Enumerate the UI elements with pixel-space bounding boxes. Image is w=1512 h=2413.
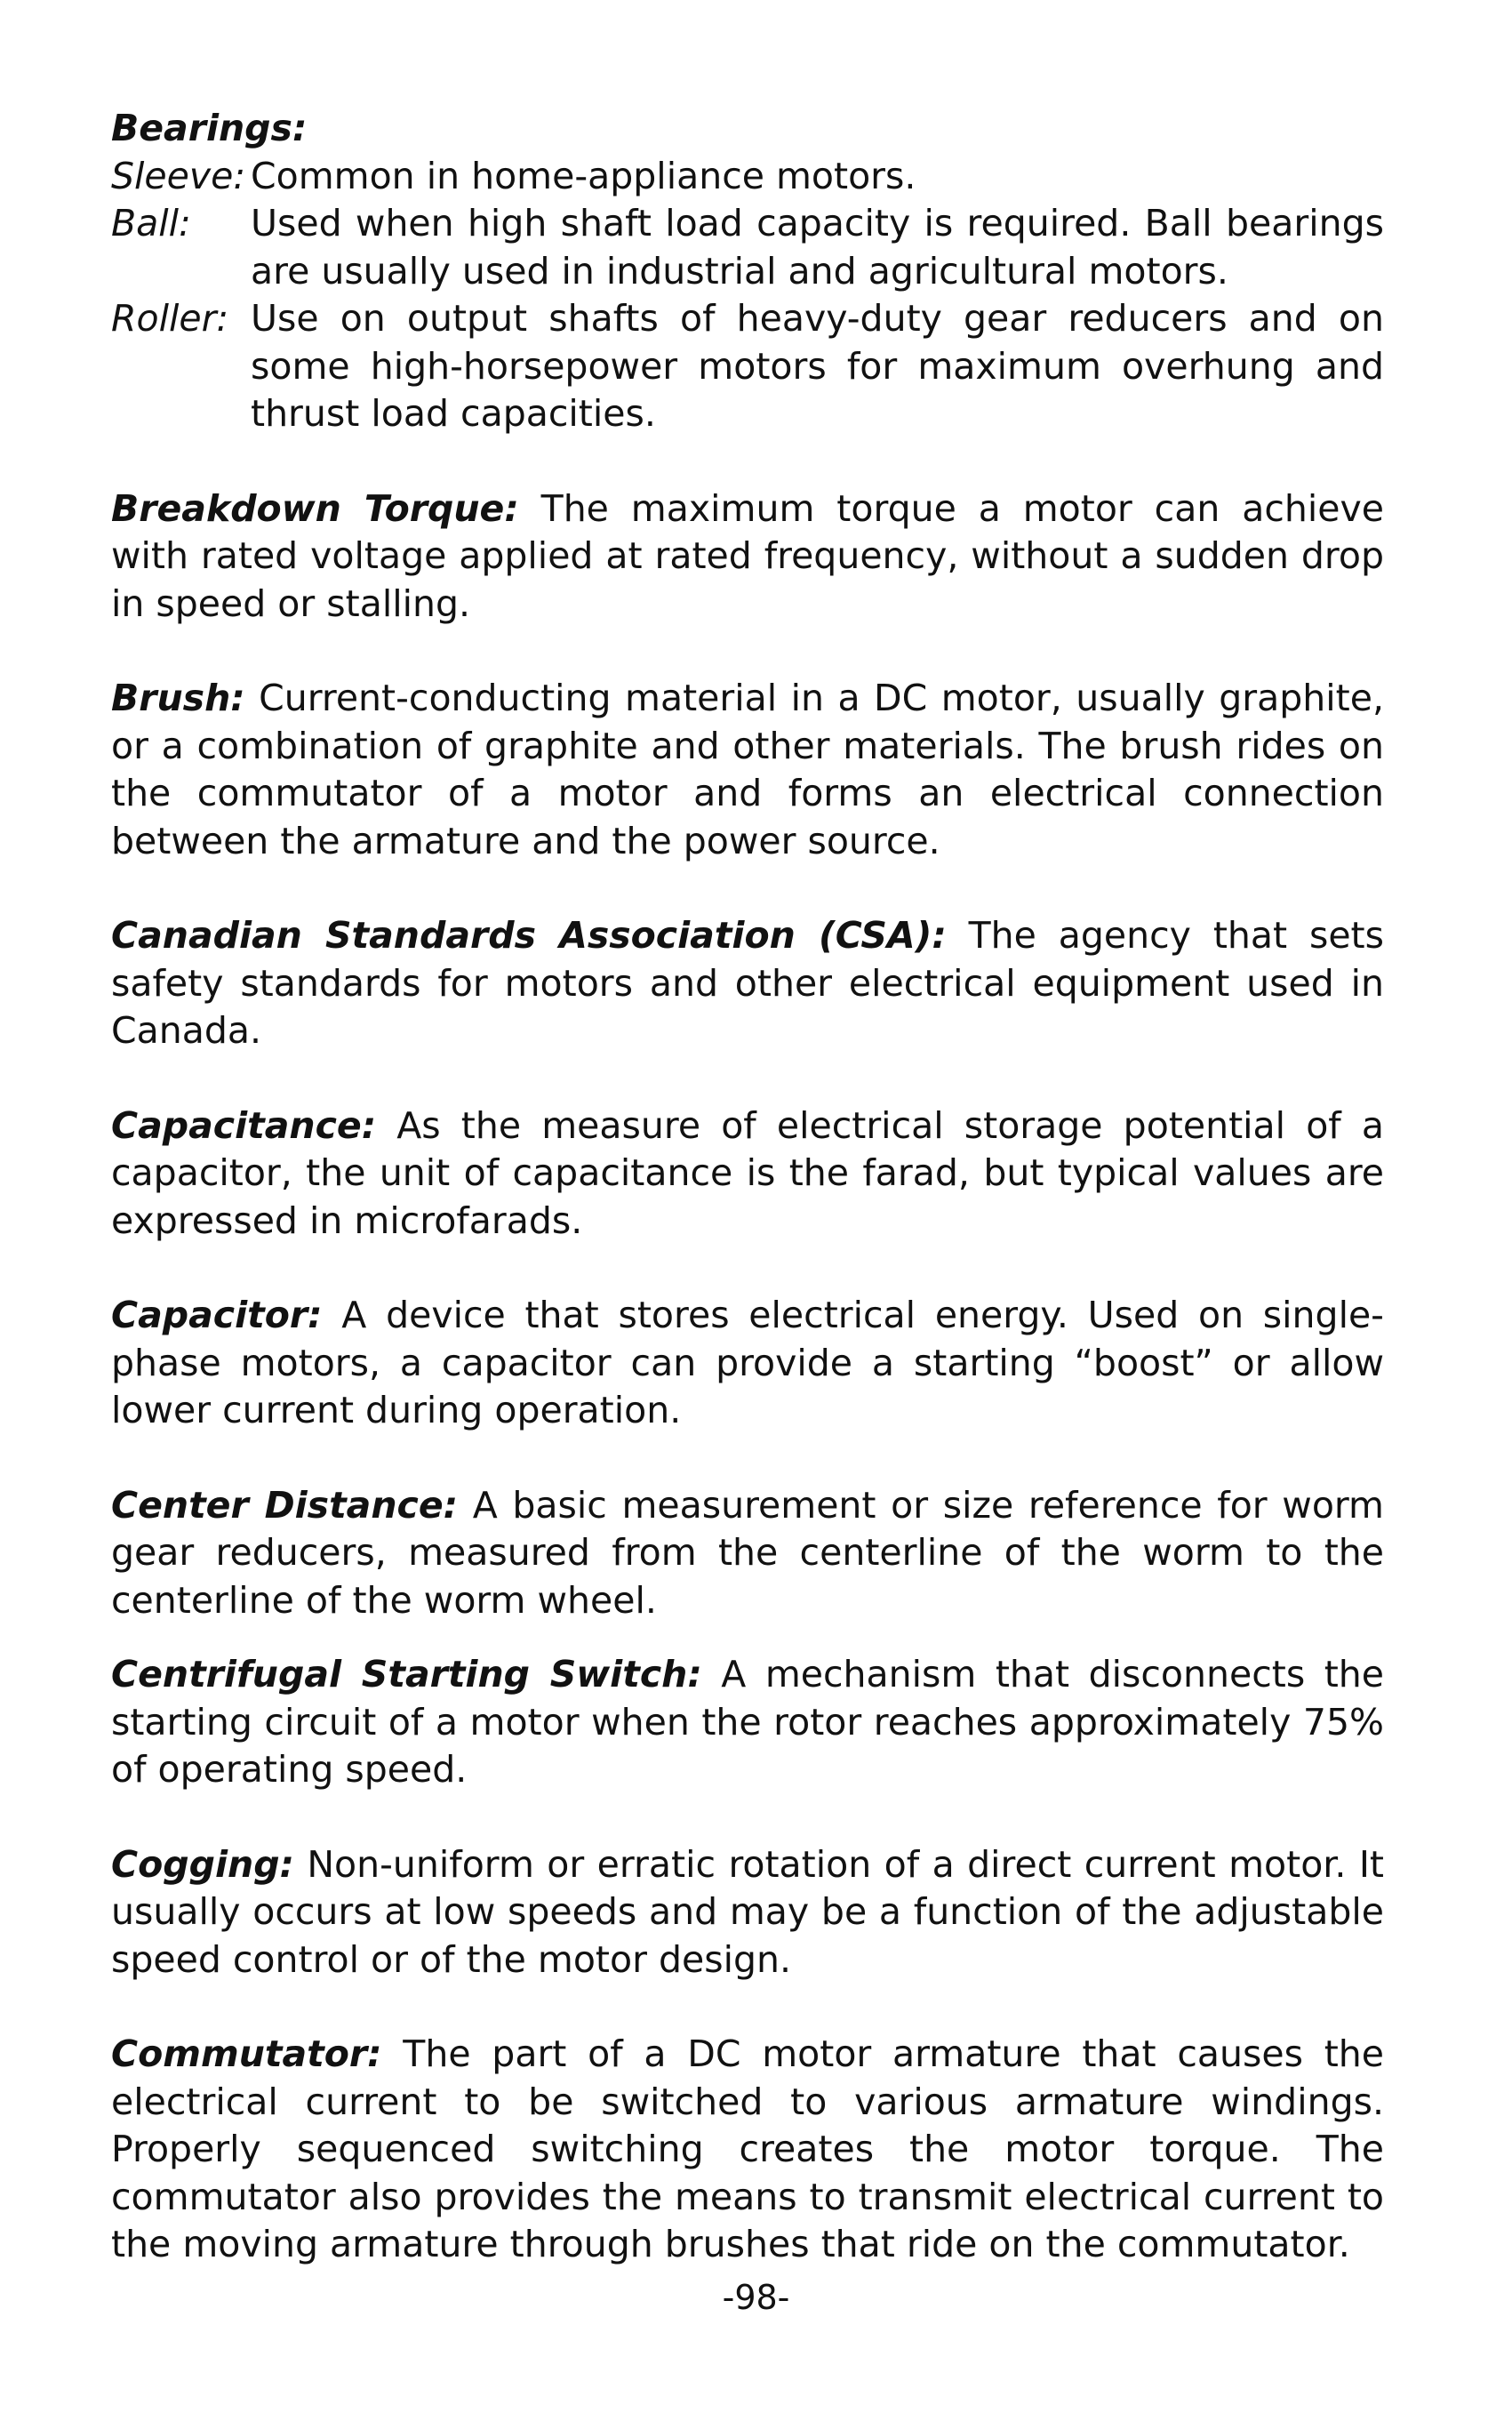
bearing-label: Ball: — [111, 202, 191, 245]
glossary-definition: The maximum torque a motor can achieve with rated voltage applied at rated frequency, without a sudden drop in speed or stalling. — [111, 486, 1384, 625]
glossary-term: Capacitance: — [111, 1103, 377, 1147]
glossary-definition: A basic measurement or size reference for worm gear reducers, measured from the centerline of the worm to the centerline of the worm wheel. — [111, 1483, 1384, 1622]
glossary-entry-capacitance — [111, 1102, 1384, 1246]
glossary-definition: Current-conducting material in a DC motor, usually graphite, or a combination of graphite and other materials. The brush rides on the commutator of a motor and forms an electrical connection between the armature and the power source. — [111, 677, 1384, 862]
glossary-definition: The part of a DC motor armature that causes the electrical current to be switched to various armature windings. Properly sequenced switching creates the motor torque. The commutator also provides the means to transmit electrical current to the moving armature through brushes that ride on the commutator. — [111, 2032, 1384, 2265]
glossary-entry-center-distance — [111, 1482, 1384, 1625]
bearing-description: Use on output shafts of heavy-duty gear reducers and on some high-horsepower motors for maximum overhung and thrust load capacities. — [251, 297, 1384, 435]
glossary-term: Canadian Standards Association (CSA): — [111, 914, 947, 957]
glossary-term: Commutator: — [111, 2032, 382, 2075]
glossary-entry-breakdown-torque — [111, 485, 1384, 629]
glossary-term: Breakdown Torque: — [111, 486, 519, 530]
glossary-definition: A mechanism that disconnects the starting circuit of a motor when the rotor reaches approximately 75% of operating speed. — [111, 1653, 1384, 1791]
bearing-type-roller — [111, 295, 1384, 438]
bearings-section — [111, 105, 1384, 438]
page-number: -98- — [722, 2278, 790, 2317]
glossary-entry-csa — [111, 912, 1384, 1055]
bearing-type-sleeve — [111, 153, 1384, 201]
bearing-description: Common in home-appliance motors. — [251, 154, 916, 197]
glossary-entry-cogging — [111, 1841, 1384, 1984]
bearing-label: Sleeve: — [111, 154, 246, 197]
glossary-term: Capacitor: — [111, 1294, 323, 1336]
glossary-definition: The agency that sets safety standards for motors and other electrical equipment used in Canada. — [111, 914, 1384, 1052]
bearing-label: Roller: — [111, 297, 229, 340]
glossary-term: Center Distance: — [111, 1483, 459, 1527]
glossary-definition: A device that stores electrical energy. Used on single-phase motors, a capacitor can provide a starting “boost” or allow lower current during operation. — [111, 1294, 1384, 1431]
glossary-definition: As the measure of electrical storage potential of a capacitor, the unit of capacitance is the farad, but typical values are expressed in microfarads. — [111, 1103, 1384, 1242]
glossary-entry-brush — [111, 675, 1384, 865]
glossary-term: Cogging: — [111, 1842, 294, 1886]
glossary-definition: Non-uniform or erratic rotation of a direct current motor. It usually occurs at low speeds and may be a function of the adjustable speed control or of the motor design. — [111, 1842, 1384, 1981]
bearing-type-ball — [111, 200, 1384, 295]
bearing-description: Used when high shaft load capacity is required. Ball bearings are usually used in industrial and agricultural motors. — [251, 202, 1384, 293]
glossary-entry-commutator — [111, 2031, 1384, 2269]
glossary-entry-capacitor — [111, 1292, 1384, 1435]
glossary-term: Centrifugal Starting Switch: — [111, 1653, 702, 1696]
glossary-term: Brush: — [111, 677, 245, 719]
glossary-entry-centrifugal-switch — [111, 1651, 1384, 1794]
bearings-heading: Bearings: — [111, 107, 308, 149]
glossary-content — [111, 105, 1384, 2269]
